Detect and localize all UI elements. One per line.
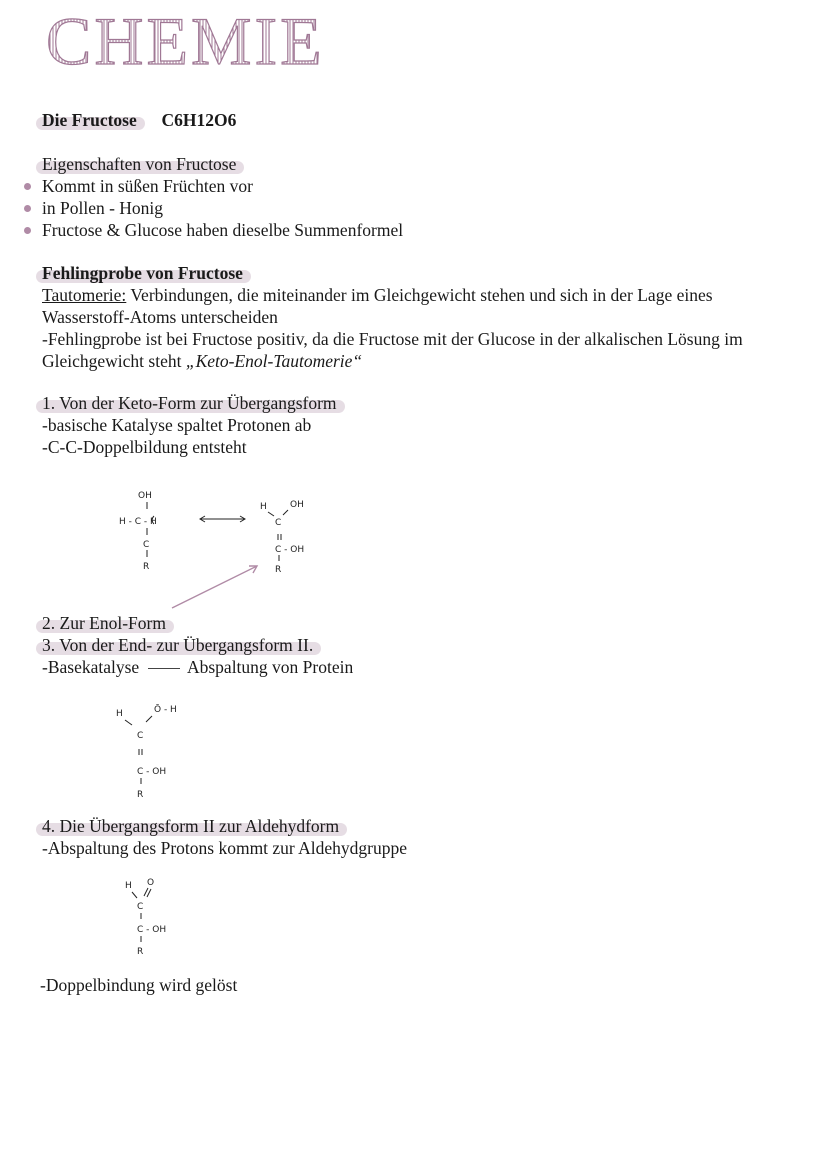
step1-line1: -basische Katalyse spaltet Protonen ab [42,415,312,435]
keto-enol-term: „Keto-Enol-Tautomerie“ [185,351,363,371]
step3-heading [42,634,313,656]
r-label: R [137,947,144,957]
tautomerie-label: Tautomerie: [42,285,127,305]
step3-line1 [42,656,353,678]
list-item-text: Kommt in süßen Früchten vor [42,176,253,196]
c-oh-label: C - OH [275,545,305,555]
header-title [46,6,346,72]
c-label: C [137,731,144,741]
step1-heading-text: 1. Von der Keto-Form zur Übergangsform [42,393,337,413]
header-title-text: CHEMIE [46,6,325,72]
enol-transition-diagram [110,698,220,808]
section-title [42,109,236,131]
c-label: C [137,902,144,912]
c-label: C [143,540,150,550]
list-item-text: Fructose & Glucose haben dieselbe Summenformel [42,220,404,240]
fehling-heading [42,262,243,284]
step3-heading-text: 3. Von der End- zur Übergangsform II. [42,635,314,655]
step4-line1: -Abspaltung des Protons kommt zur Aldehydgruppe [42,838,408,858]
tautomerie-definition [42,284,802,328]
h-label: H [260,502,267,512]
dash-line [148,668,180,669]
step2-heading [42,612,166,634]
c-oh-label: C - OH [137,767,167,777]
section-title-formula: C6H12O6 [161,110,237,130]
section-title-name: Die Fructose [42,110,137,130]
step1-heading [42,392,337,414]
r-label-right: R [275,565,282,575]
list-item-text: in Pollen - Honig [42,198,164,218]
oh-label: OH [138,491,152,501]
properties-list [24,175,403,241]
oh-label-right: OH [290,500,304,510]
step3-line1-a: -Basekatalyse [42,657,140,677]
step3-line1-b: Abspaltung von Protein [186,657,354,677]
step4-heading [42,815,339,837]
aldehyde-diagram [115,872,215,967]
fehling-heading-text: Fehlingprobe von Fructose [42,263,243,283]
step2-heading-text: 2. Zur Enol-Form [42,613,166,633]
bullet-icon [24,227,31,234]
step4-heading-text: 4. Die Übergangsform II zur Aldehydform [42,816,340,836]
properties-heading-text: Eigenschaften von Fructose [42,154,237,174]
bullet-icon [24,183,31,190]
h-label: H [125,881,132,891]
list-item [24,197,403,219]
tautomerie-text: Verbindungen, die miteinander im Gleichgewicht stehen und sich in der Lage eines Wasserstoff-Atoms unterscheiden [42,285,713,327]
h-c-h-label: H - C - H [119,517,157,527]
final-line: -Doppelbindung wird gelöst [40,975,238,995]
r-label: R [137,790,144,800]
fehling-explanation [42,328,802,372]
keto-to-transition-diagram [110,480,340,615]
properties-heading [42,153,236,175]
o-dash-h-label: Ō - H [154,705,177,715]
bullet-icon [24,205,31,212]
r-label: R [143,562,150,572]
o-label: O [147,878,155,888]
c-oh-label: C - OH [137,925,167,935]
fehling-explanation-text: -Fehlingprobe ist bei Fructose positiv, da die Fructose mit der Glucose in der alkalischen Lösung im Gleichgewicht steht [42,329,743,371]
c-label-right: C [275,518,282,528]
step1-line2: -C-C-Doppelbildung entsteht [42,437,247,457]
list-item [24,219,403,241]
h-label: H [116,709,123,719]
list-item [24,175,403,197]
